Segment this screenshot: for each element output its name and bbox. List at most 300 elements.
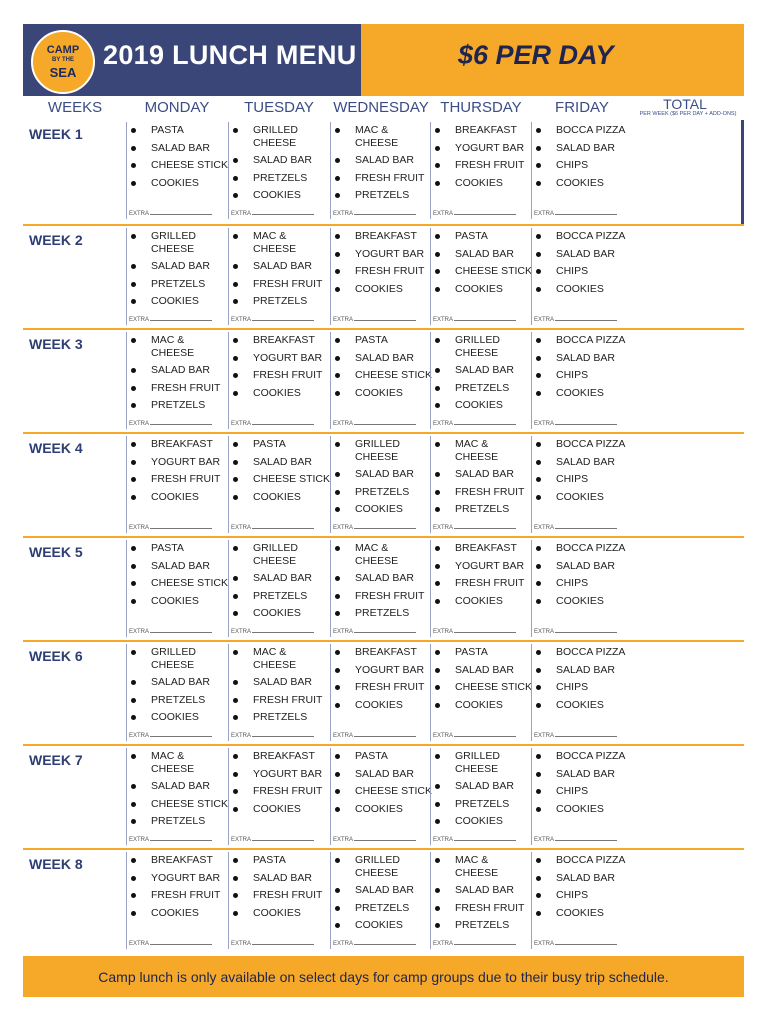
menu-item-text: SALAD BAR [151, 780, 210, 792]
bullet-icon [536, 772, 541, 777]
bullet-icon [131, 564, 136, 569]
extra-field[interactable] [534, 317, 617, 323]
menu-item-text: YOGURT BAR [151, 455, 221, 468]
extra-field[interactable] [129, 733, 212, 739]
bullet-icon [335, 888, 340, 893]
menu-item [532, 473, 625, 486]
bullet-icon [233, 911, 238, 916]
bullet-icon [131, 282, 136, 287]
week-row [23, 848, 744, 954]
extra-field[interactable] [433, 421, 516, 427]
bullet-icon [233, 680, 238, 685]
menu-item [532, 438, 625, 451]
bullet-icon [435, 650, 440, 655]
extra-blank-line[interactable] [454, 424, 516, 425]
day-cell-tuesday [228, 852, 331, 949]
extra-field[interactable] [231, 421, 314, 427]
menu-item [532, 177, 625, 190]
menu-item [127, 595, 228, 608]
extra-field[interactable] [129, 629, 212, 635]
menu-item [127, 711, 229, 724]
extra-field[interactable] [534, 941, 617, 947]
extra-field[interactable] [534, 211, 617, 217]
menu-item-text: CHIPS [556, 159, 589, 171]
extra-blank-line[interactable] [454, 528, 516, 529]
extra-blank-line[interactable] [454, 214, 516, 215]
extra-blank-line[interactable] [454, 944, 516, 945]
menu-item-text: COOKIES [556, 386, 604, 399]
menu-item-text: GRILLED CHEESE [455, 750, 500, 775]
extra-blank-line[interactable] [454, 632, 516, 633]
menu-item [127, 542, 228, 555]
menu-item [331, 387, 432, 400]
menu-item-text: PASTA [355, 750, 388, 762]
extra-blank-line[interactable] [150, 528, 212, 529]
menu-item [431, 919, 533, 932]
extra-label: EXTRA [433, 211, 454, 217]
extra-label: EXTRA [534, 421, 555, 427]
menu-item [431, 124, 524, 137]
menu-item [331, 283, 424, 296]
menu-item-text: FRESH FRUIT [253, 889, 323, 901]
bullet-icon [536, 754, 541, 759]
extra-blank-line[interactable] [555, 424, 617, 425]
menu-item-text: SALAD BAR [556, 871, 615, 884]
bullet-icon [435, 181, 440, 186]
menu-item-text: SALAD BAR [253, 676, 312, 688]
menu-item-text: FRESH FRUIT [355, 171, 425, 184]
extra-blank-line[interactable] [150, 214, 212, 215]
week-label: WEEK 1 [29, 126, 83, 142]
menu-item [431, 560, 524, 573]
bullet-icon [335, 391, 340, 396]
bullet-icon [536, 495, 541, 500]
menu-item-text: PRETZELS [253, 171, 308, 184]
menu-item-text: GRILLED CHEESE [253, 542, 298, 567]
extra-label: EXTRA [129, 317, 150, 323]
extra-field[interactable] [333, 211, 416, 217]
menu-item [229, 334, 322, 347]
menu-item-text: GRILLED CHEESE [151, 646, 196, 671]
extra-blank-line[interactable] [150, 840, 212, 841]
extra-field[interactable] [534, 733, 617, 739]
menu-item-text: COOKIES [253, 386, 301, 399]
extra-field[interactable] [231, 211, 314, 217]
menu-item-text: COOKIES [556, 594, 604, 607]
extra-blank-line[interactable] [354, 320, 416, 321]
extra-blank-line[interactable] [150, 944, 212, 945]
menu-item [229, 676, 331, 689]
week-row [23, 224, 744, 330]
menu-item-text: MAC & CHEESE [151, 334, 195, 359]
menu-item-text: PRETZELS [355, 901, 410, 914]
bullet-icon [335, 252, 340, 257]
bullet-icon [536, 391, 541, 396]
menu-item-text: FRESH FRUIT [253, 785, 323, 797]
extra-field[interactable] [534, 421, 617, 427]
bullet-icon [335, 356, 340, 361]
menu-item [127, 750, 229, 775]
tuesday-header: TUESDAY [244, 99, 314, 116]
bullet-icon [335, 772, 340, 777]
menu-item-list [331, 750, 432, 820]
bullet-icon [335, 158, 340, 163]
menu-item [229, 124, 331, 149]
extra-blank-line[interactable] [454, 840, 516, 841]
extra-blank-line[interactable] [252, 944, 314, 945]
menu-item [229, 607, 331, 620]
extra-blank-line[interactable] [354, 944, 416, 945]
extra-blank-line[interactable] [252, 424, 314, 425]
day-cell-thursday [430, 540, 533, 637]
menu-item [127, 456, 220, 469]
menu-item-text: BREAKFAST [455, 124, 517, 136]
menu-item [532, 124, 625, 137]
day-cell-thursday [430, 852, 533, 949]
menu-item-text: COOKIES [355, 386, 403, 399]
menu-item-text: SALAD BAR [556, 559, 615, 572]
price-label: $6 PER DAY [458, 40, 614, 70]
menu-item-text: COOKIES [151, 295, 199, 307]
menu-item-text: CHEESE STICK [151, 797, 229, 810]
day-cell-friday [531, 436, 634, 533]
menu-item [229, 803, 322, 816]
bullet-icon [233, 128, 238, 133]
bullet-icon [233, 876, 238, 881]
menu-item [532, 750, 625, 763]
menu-item [431, 595, 524, 608]
menu-item-text: COOKIES [455, 815, 503, 827]
menu-item [431, 382, 533, 395]
menu-item [229, 154, 331, 167]
menu-item [127, 399, 229, 412]
menu-item [431, 681, 532, 694]
day-cell-wednesday [330, 852, 433, 949]
menu-item-list [229, 230, 331, 313]
extra-field[interactable] [231, 525, 314, 531]
menu-item-text: COOKIES [556, 906, 604, 919]
bullet-icon [536, 146, 541, 151]
bullet-icon [435, 287, 440, 292]
extra-blank-line[interactable] [354, 736, 416, 737]
extra-blank-line[interactable] [252, 528, 314, 529]
extra-blank-line[interactable] [454, 320, 516, 321]
menu-item-text: CHIPS [556, 473, 589, 485]
bullet-icon [233, 193, 238, 198]
extra-field[interactable] [333, 525, 416, 531]
menu-item [127, 907, 220, 920]
extra-field[interactable] [433, 941, 516, 947]
extra-label: EXTRA [433, 941, 454, 947]
menu-item [532, 369, 625, 382]
day-cell-monday [126, 644, 229, 741]
extra-field[interactable] [433, 837, 516, 843]
extra-label: EXTRA [129, 629, 150, 635]
menu-item-text: SALAD BAR [455, 663, 514, 676]
bullet-icon [435, 252, 440, 257]
bullet-icon [335, 546, 340, 551]
menu-item-text: PASTA [355, 334, 388, 346]
bullet-icon [335, 685, 340, 690]
menu-item [127, 260, 229, 273]
menu-item [331, 486, 433, 499]
menu-item [127, 334, 229, 359]
camp-by-the-sea-logo [31, 30, 95, 94]
day-cell-thursday [430, 644, 533, 741]
bullet-icon [536, 287, 541, 292]
extra-label: EXTRA [333, 317, 354, 323]
extra-blank-line[interactable] [354, 528, 416, 529]
extra-blank-line[interactable] [252, 320, 314, 321]
week-label: WEEK 2 [29, 232, 83, 248]
menu-item [229, 438, 330, 451]
menu-item-list [331, 542, 433, 625]
menu-item-text: YOGURT BAR [253, 767, 323, 780]
day-cell-tuesday [228, 122, 331, 219]
menu-item-text: PRETZELS [253, 589, 308, 602]
menu-item-text: PRETZELS [151, 693, 206, 706]
extra-field[interactable] [129, 317, 212, 323]
extra-field[interactable] [333, 941, 416, 947]
extra-field[interactable] [231, 941, 314, 947]
menu-item-text: BOCCA PIZZA [556, 646, 626, 658]
menu-item [127, 295, 229, 308]
menu-item-text: SALAD BAR [355, 351, 414, 364]
bullet-icon [233, 650, 238, 655]
extra-field[interactable] [534, 525, 617, 531]
bullet-icon [131, 146, 136, 151]
extra-field[interactable] [129, 941, 212, 947]
extra-blank-line[interactable] [354, 840, 416, 841]
menu-item [431, 486, 533, 499]
extra-field[interactable] [433, 733, 516, 739]
menu-item [532, 159, 625, 172]
extra-label: EXTRA [231, 629, 252, 635]
extra-label: EXTRA [333, 733, 354, 739]
extra-blank-line[interactable] [555, 840, 617, 841]
extra-field[interactable] [333, 837, 416, 843]
extra-field[interactable] [231, 837, 314, 843]
menu-item [331, 468, 433, 481]
menu-item [532, 456, 625, 469]
day-cell-friday [531, 122, 634, 219]
menu-item-text: FRESH FRUIT [355, 681, 425, 693]
extra-field[interactable] [129, 525, 212, 531]
week-label: WEEK 8 [29, 856, 83, 872]
extra-blank-line[interactable] [454, 736, 516, 737]
extra-blank-line[interactable] [252, 632, 314, 633]
menu-item-text: BREAKFAST [151, 854, 213, 866]
extra-field[interactable] [433, 317, 516, 323]
menu-item-text: CHEESE STICK [455, 265, 533, 277]
menu-item-text: SALAD BAR [151, 364, 210, 376]
menu-item [331, 438, 433, 463]
menu-item [431, 664, 532, 677]
extra-field[interactable] [534, 837, 617, 843]
extra-label: EXTRA [333, 837, 354, 843]
menu-item-text: GRILLED CHEESE [253, 124, 298, 149]
menu-item-list [532, 854, 625, 924]
menu-item-list [229, 124, 331, 207]
menu-item-text: SALAD BAR [556, 351, 615, 364]
menu-item-text: SALAD BAR [355, 572, 414, 584]
day-cell-thursday [430, 228, 533, 325]
menu-item [127, 889, 220, 902]
menu-item-text: PRETZELS [455, 919, 510, 931]
menu-item [229, 854, 322, 867]
extra-field[interactable] [129, 421, 212, 427]
bullet-icon [435, 668, 440, 673]
bullet-icon [536, 373, 541, 378]
bullet-icon [536, 789, 541, 794]
bullet-icon [335, 287, 340, 292]
day-cell-friday [531, 228, 634, 325]
bullet-icon [435, 599, 440, 604]
menu-item [127, 646, 229, 671]
bullet-icon [233, 754, 238, 759]
day-cell-friday [531, 748, 634, 845]
menu-item-text: SALAD BAR [151, 559, 210, 572]
extra-field[interactable] [333, 317, 416, 323]
menu-item-list [127, 646, 229, 729]
menu-item [229, 369, 322, 382]
extra-blank-line[interactable] [252, 214, 314, 215]
bullet-icon [233, 460, 238, 465]
menu-item-text: COOKIES [556, 802, 604, 815]
menu-item-text: BREAKFAST [151, 438, 213, 450]
extra-blank-line[interactable] [555, 736, 617, 737]
bullet-icon [435, 386, 440, 391]
menu-item [431, 142, 524, 155]
menu-item-text: SALAD BAR [455, 247, 514, 260]
menu-item [331, 124, 433, 149]
bullet-icon [131, 876, 136, 881]
bullet-icon [335, 611, 340, 616]
menu-item-text: PASTA [455, 230, 488, 242]
extra-blank-line[interactable] [252, 736, 314, 737]
bullet-icon [131, 819, 136, 824]
extra-field[interactable] [231, 733, 314, 739]
bullet-icon [435, 403, 440, 408]
bullet-icon [233, 356, 238, 361]
menu-item [127, 872, 220, 885]
extra-blank-line[interactable] [555, 632, 617, 633]
bullet-icon [335, 703, 340, 708]
menu-item-text: SALAD BAR [355, 154, 414, 166]
menu-item-list [532, 124, 625, 194]
week-row [23, 328, 744, 434]
menu-item-text: MAC & CHEESE [151, 750, 195, 775]
extra-blank-line[interactable] [354, 632, 416, 633]
extra-field[interactable] [433, 211, 516, 217]
menu-item [331, 542, 433, 567]
menu-item [532, 803, 625, 816]
extra-field[interactable] [333, 421, 416, 427]
day-cell-friday [531, 332, 634, 429]
menu-item [331, 646, 424, 659]
menu-item [229, 189, 331, 202]
menu-item-text: CHEESE STICK [355, 785, 433, 797]
extra-blank-line[interactable] [354, 424, 416, 425]
extra-blank-line[interactable] [150, 736, 212, 737]
bullet-icon [131, 754, 136, 759]
extra-blank-line[interactable] [555, 214, 617, 215]
extra-field[interactable] [129, 837, 212, 843]
extra-blank-line[interactable] [354, 214, 416, 215]
menu-item [532, 907, 625, 920]
extra-blank-line[interactable] [150, 320, 212, 321]
menu-item-list [331, 124, 433, 207]
bullet-icon [335, 269, 340, 274]
menu-item-text: SALAD BAR [556, 663, 615, 676]
menu-item-text: YOGURT BAR [253, 351, 323, 364]
wednesday-header: WEDNESDAY [333, 99, 429, 116]
extra-field[interactable] [333, 733, 416, 739]
menu-item [229, 785, 322, 798]
menu-item-text: CHEESE STICK [151, 159, 229, 171]
extra-field[interactable] [231, 317, 314, 323]
menu-item-list [532, 334, 625, 404]
bullet-icon [435, 442, 440, 447]
week-row [23, 536, 744, 642]
extra-label: EXTRA [433, 629, 454, 635]
extra-blank-line[interactable] [555, 528, 617, 529]
bullet-icon [435, 269, 440, 274]
menu-item [532, 681, 625, 694]
bullet-icon [131, 581, 136, 586]
bullet-icon [131, 495, 136, 500]
menu-item [431, 364, 533, 377]
extra-blank-line[interactable] [252, 840, 314, 841]
menu-item [331, 230, 424, 243]
day-cell-tuesday [228, 332, 331, 429]
menu-item [532, 248, 625, 261]
extra-field[interactable] [433, 629, 516, 635]
menu-item-text: BOCCA PIZZA [556, 854, 626, 866]
menu-item-text: PASTA [253, 438, 286, 450]
extra-field[interactable] [333, 629, 416, 635]
menu-item [331, 919, 433, 932]
bullet-icon [435, 754, 440, 759]
extra-field[interactable] [129, 211, 212, 217]
bullet-icon [131, 128, 136, 133]
bullet-icon [536, 546, 541, 551]
bullet-icon [335, 594, 340, 599]
menu-item [431, 438, 533, 463]
extra-field[interactable] [231, 629, 314, 635]
page-title: 2019 LUNCH MENU [103, 40, 357, 70]
bullet-icon [536, 876, 541, 881]
extra-blank-line[interactable] [150, 424, 212, 425]
extra-blank-line[interactable] [555, 320, 617, 321]
menu-item [431, 699, 532, 712]
bullet-icon [131, 299, 136, 304]
bullet-icon [131, 715, 136, 720]
menu-item-text: COOKIES [556, 282, 604, 295]
extra-field[interactable] [433, 525, 516, 531]
extra-blank-line[interactable] [555, 944, 617, 945]
extra-blank-line[interactable] [150, 632, 212, 633]
menu-item [229, 768, 322, 781]
menu-item [532, 334, 625, 347]
bullet-icon [131, 163, 136, 168]
menu-item-text: COOKIES [253, 607, 301, 619]
extra-field[interactable] [534, 629, 617, 635]
menu-item [229, 295, 331, 308]
menu-item-text: SALAD BAR [151, 141, 210, 154]
menu-item [127, 798, 229, 811]
menu-item [127, 676, 229, 689]
